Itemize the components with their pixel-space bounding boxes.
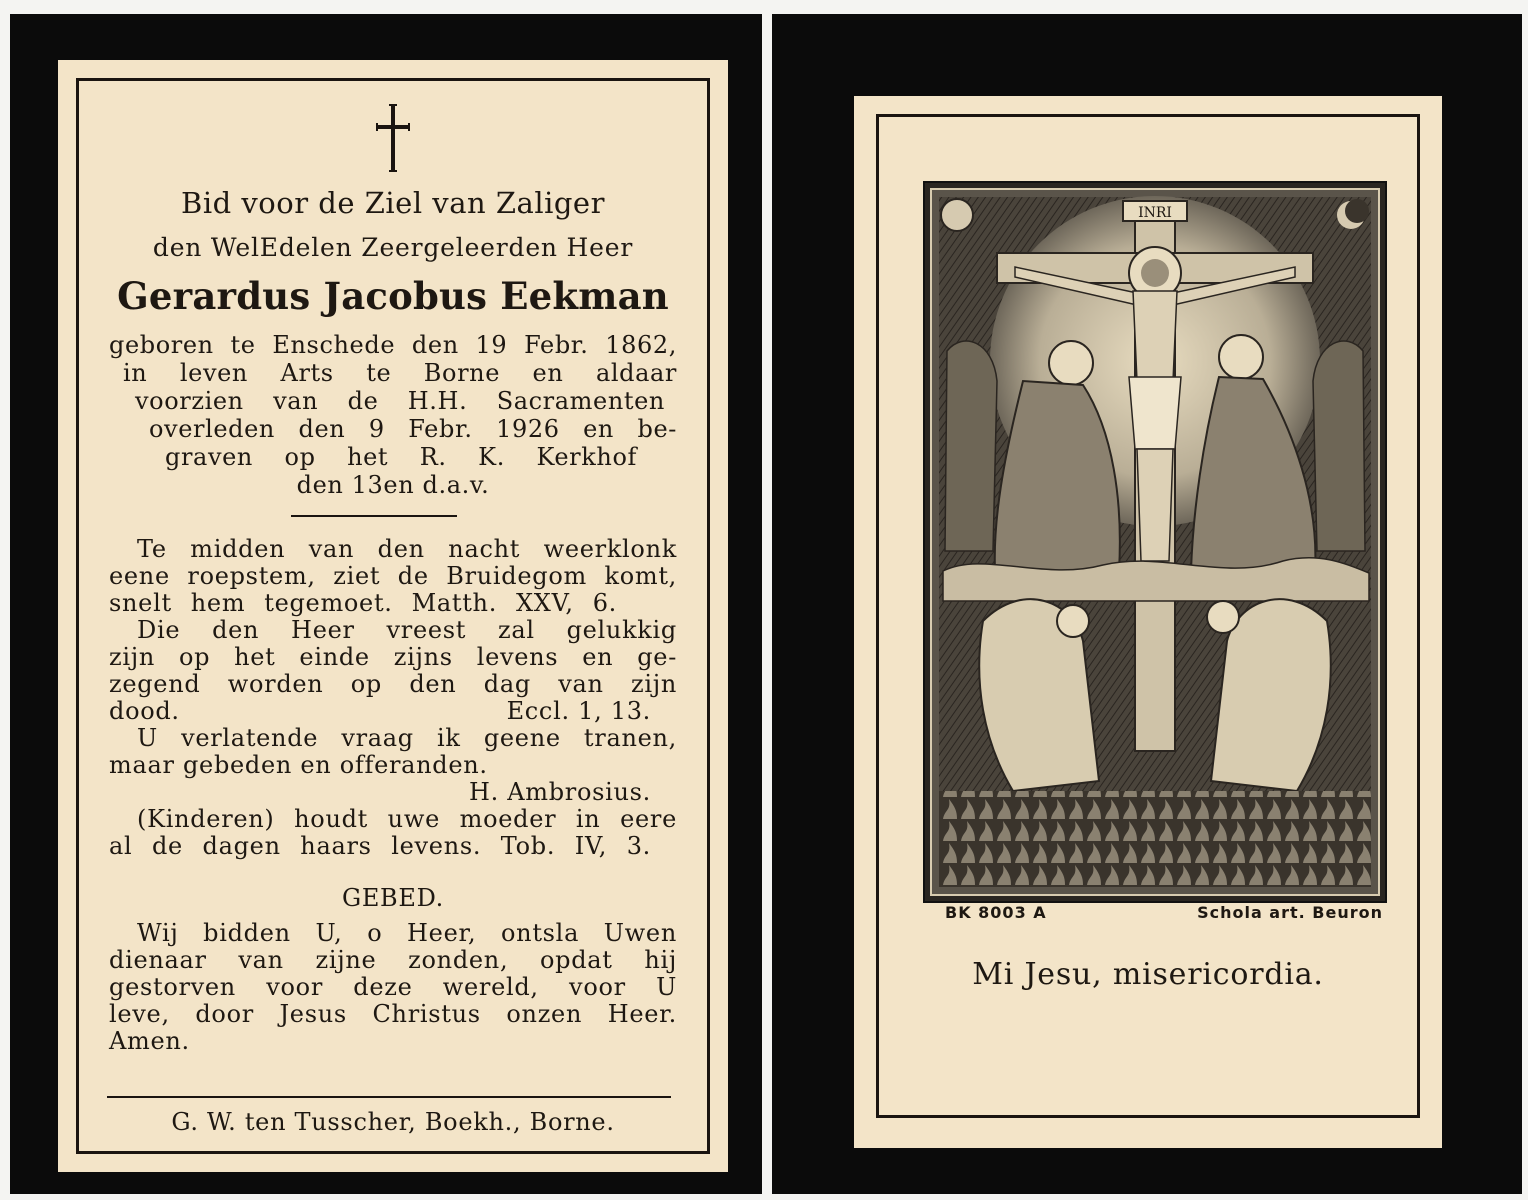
prayer-line: dienaar van zijne zonden, opdat hij	[109, 946, 677, 974]
biography	[109, 331, 677, 499]
divider	[291, 515, 457, 517]
verse-line: al de dagen haars levens. Tob. IV, 3.	[109, 832, 651, 860]
header-line-2: den WelEdelen Zeergeleerden Heer	[152, 233, 634, 262]
bio-line: geboren te Enschede den 19 Febr. 1862,	[109, 331, 677, 359]
prayer-line: Amen.	[109, 1027, 190, 1055]
verse-line: eene roepstem, ziet de Bruidegom komt,	[109, 562, 677, 590]
verse-line: Te midden van den nacht weerklonk	[137, 535, 677, 563]
scripture-verses	[109, 535, 677, 859]
bio-line: in leven Arts te Borne en aldaar	[123, 359, 677, 387]
memorial-card-back	[772, 14, 1522, 1194]
bio-line: graven op het R. K. Kerkhof	[165, 443, 637, 471]
deceased-name: Gerardus Jacobus Eekman	[117, 274, 669, 318]
prayer-title: GEBED.	[341, 884, 445, 912]
sun-icon	[941, 199, 973, 231]
card-paper	[854, 96, 1442, 1148]
card-paper	[58, 60, 728, 1172]
catalog-number: BK 8003 A	[945, 903, 1047, 922]
card-frame	[76, 78, 710, 1154]
bio-line: voorzien van de H.H. Sacramenten	[135, 387, 665, 415]
verse-citation: H. Ambrosius.	[468, 778, 651, 806]
cross-icon	[373, 103, 413, 173]
header-line-1: Bid voor de Ziel van Zaliger	[181, 186, 605, 220]
crucifixion-engraving	[923, 181, 1387, 903]
bio-line: overleden den 9 Febr. 1926 en be-	[149, 415, 677, 443]
prayer-line: Wij bidden U, o Heer, ontsla Uwen	[137, 919, 677, 947]
bio-line: den 13en d.a.v.	[296, 471, 490, 499]
motto: Mi Jesu, misericordia.	[972, 957, 1324, 992]
inri-plaque: INRI	[1138, 205, 1172, 221]
verse-line: zijn op het einde zijns levens en ge-	[109, 643, 677, 671]
prayer-line: leve, door Jesus Christus onzen Heer.	[109, 1000, 677, 1028]
verse-line: maar gebeden en offeranden.	[109, 751, 488, 779]
publisher-credit: Schola art. Beuron	[1197, 903, 1383, 922]
verse-line: dood.	[109, 697, 180, 725]
memorial-card-front	[10, 14, 762, 1194]
verse-line: snelt hem tegemoet. Matth. XXV, 6.	[109, 589, 617, 617]
printer-credit: G. W. ten Tusscher, Boekh., Borne.	[171, 1108, 615, 1136]
verse-line: (Kinderen) houdt uwe moeder in eere	[137, 805, 677, 833]
card-frame	[876, 114, 1420, 1118]
prayer-line: gestorven voor deze wereld, voor U	[109, 973, 677, 1001]
verse-line: U verlatende vraag ik geene tranen,	[137, 724, 677, 752]
footer-divider	[107, 1096, 671, 1098]
verse-line: Die den Heer vreest zal gelukkig	[137, 616, 677, 644]
prayer-text	[109, 919, 677, 1054]
verse-citation: Eccl. 1, 13.	[506, 697, 651, 725]
verse-line: zegend worden op den dag van zijn	[109, 670, 677, 698]
